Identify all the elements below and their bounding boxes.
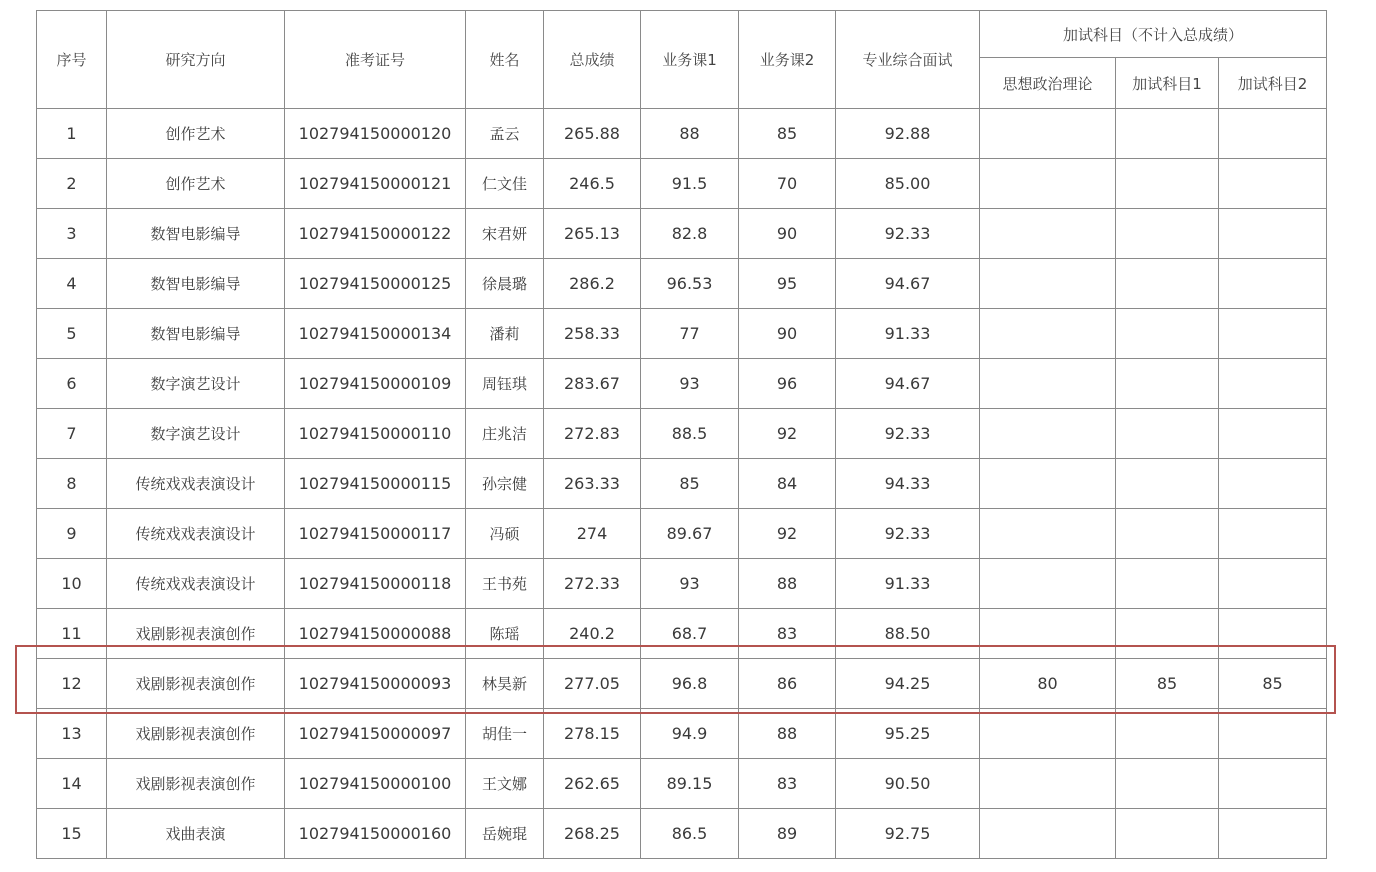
cell-seq: 11 <box>37 609 107 659</box>
table-row <box>37 809 1327 859</box>
cell-exam-id: 102794150000097 <box>285 709 466 759</box>
cell-name: 岳婉琨 <box>466 809 544 859</box>
cell-interview: 92.33 <box>836 209 980 259</box>
cell-exam-id: 102794150000117 <box>285 509 466 559</box>
cell-direction: 戏剧影视表演创作 <box>107 759 285 809</box>
cell-seq: 7 <box>37 409 107 459</box>
cell-extra-politics <box>980 109 1116 159</box>
header-total: 总成绩 <box>544 11 641 109</box>
header-course1: 业务课1 <box>641 11 739 109</box>
cell-extra2 <box>1219 709 1327 759</box>
cell-interview: 91.33 <box>836 309 980 359</box>
cell-direction: 传统戏戏表演设计 <box>107 559 285 609</box>
cell-extra1 <box>1116 309 1219 359</box>
header-seq: 序号 <box>37 11 107 109</box>
cell-extra2 <box>1219 159 1327 209</box>
table-header <box>37 11 1327 109</box>
cell-course2: 83 <box>739 759 836 809</box>
cell-total: 277.05 <box>544 659 641 709</box>
cell-extra-politics <box>980 209 1116 259</box>
bottom-edge <box>36 866 1376 872</box>
cell-course1: 68.7 <box>641 609 739 659</box>
score-sheet <box>36 10 1326 859</box>
cell-extra2 <box>1219 559 1327 609</box>
table-row <box>37 609 1327 659</box>
cell-total: 272.83 <box>544 409 641 459</box>
cell-course2: 90 <box>739 209 836 259</box>
cell-course2: 85 <box>739 109 836 159</box>
header-extra-politics: 思想政治理论 <box>980 58 1116 109</box>
cell-name: 潘莉 <box>466 309 544 359</box>
cell-course2: 88 <box>739 709 836 759</box>
cell-total: 263.33 <box>544 459 641 509</box>
cell-total: 246.5 <box>544 159 641 209</box>
cell-course2: 86 <box>739 659 836 709</box>
cell-direction: 创作艺术 <box>107 159 285 209</box>
cell-exam-id: 102794150000122 <box>285 209 466 259</box>
cell-course1: 93 <box>641 559 739 609</box>
cell-interview: 88.50 <box>836 609 980 659</box>
cell-total: 286.2 <box>544 259 641 309</box>
cell-seq: 12 <box>37 659 107 709</box>
cell-course2: 95 <box>739 259 836 309</box>
cell-extra2 <box>1219 459 1327 509</box>
table-row <box>37 109 1327 159</box>
cell-extra2 <box>1219 509 1327 559</box>
cell-name: 孟云 <box>466 109 544 159</box>
cell-name: 胡佳一 <box>466 709 544 759</box>
table-row <box>37 409 1327 459</box>
cell-direction: 数智电影编导 <box>107 209 285 259</box>
cell-total: 258.33 <box>544 309 641 359</box>
cell-course2: 70 <box>739 159 836 209</box>
cell-extra-politics <box>980 359 1116 409</box>
cell-exam-id: 102794150000160 <box>285 809 466 859</box>
cell-extra1 <box>1116 759 1219 809</box>
cell-name: 仁文佳 <box>466 159 544 209</box>
cell-course1: 89.67 <box>641 509 739 559</box>
cell-total: 265.13 <box>544 209 641 259</box>
cell-total: 265.88 <box>544 109 641 159</box>
cell-total: 262.65 <box>544 759 641 809</box>
header-exam-id: 准考证号 <box>285 11 466 109</box>
cell-name: 陈瑶 <box>466 609 544 659</box>
cell-course1: 93 <box>641 359 739 409</box>
cell-extra-politics <box>980 509 1116 559</box>
cell-direction: 数智电影编导 <box>107 309 285 359</box>
cell-extra-politics <box>980 309 1116 359</box>
cell-exam-id: 102794150000100 <box>285 759 466 809</box>
cell-course2: 88 <box>739 559 836 609</box>
cell-interview: 95.25 <box>836 709 980 759</box>
cell-direction: 传统戏戏表演设计 <box>107 509 285 559</box>
cell-extra-politics <box>980 259 1116 309</box>
cell-course2: 89 <box>739 809 836 859</box>
header-extra1: 加试科目1 <box>1116 58 1219 109</box>
cell-extra1 <box>1116 209 1219 259</box>
cell-course1: 96.53 <box>641 259 739 309</box>
cell-direction: 戏剧影视表演创作 <box>107 609 285 659</box>
table-body <box>37 109 1327 859</box>
cell-extra2 <box>1219 359 1327 409</box>
cell-exam-id: 102794150000110 <box>285 409 466 459</box>
table-row <box>37 709 1327 759</box>
cell-course1: 85 <box>641 459 739 509</box>
cell-direction: 创作艺术 <box>107 109 285 159</box>
cell-course2: 92 <box>739 509 836 559</box>
cell-extra1 <box>1116 809 1219 859</box>
cell-seq: 13 <box>37 709 107 759</box>
cell-course2: 90 <box>739 309 836 359</box>
cell-name: 王文娜 <box>466 759 544 809</box>
cell-direction: 数字演艺设计 <box>107 409 285 459</box>
cell-exam-id: 102794150000109 <box>285 359 466 409</box>
cell-extra1 <box>1116 109 1219 159</box>
cell-extra1 <box>1116 709 1219 759</box>
cell-course1: 88 <box>641 109 739 159</box>
cell-interview: 94.67 <box>836 359 980 409</box>
cell-direction: 传统戏戏表演设计 <box>107 459 285 509</box>
cell-exam-id: 102794150000115 <box>285 459 466 509</box>
cell-exam-id: 102794150000118 <box>285 559 466 609</box>
cell-name: 周钰琪 <box>466 359 544 409</box>
cell-interview: 92.33 <box>836 409 980 459</box>
cell-interview: 91.33 <box>836 559 980 609</box>
cell-direction: 数字演艺设计 <box>107 359 285 409</box>
cell-name: 庄兆洁 <box>466 409 544 459</box>
cell-course1: 96.8 <box>641 659 739 709</box>
cell-interview: 92.33 <box>836 509 980 559</box>
cell-course2: 84 <box>739 459 836 509</box>
header-name: 姓名 <box>466 11 544 109</box>
cell-interview: 94.33 <box>836 459 980 509</box>
cell-extra1 <box>1116 259 1219 309</box>
cell-extra-politics: 80 <box>980 659 1116 709</box>
cell-course2: 92 <box>739 409 836 459</box>
cell-name: 徐晨璐 <box>466 259 544 309</box>
cell-seq: 2 <box>37 159 107 209</box>
cell-exam-id: 102794150000088 <box>285 609 466 659</box>
cell-interview: 94.67 <box>836 259 980 309</box>
cell-extra1 <box>1116 409 1219 459</box>
cell-course1: 86.5 <box>641 809 739 859</box>
cell-extra-politics <box>980 459 1116 509</box>
cell-seq: 14 <box>37 759 107 809</box>
cell-extra1: 85 <box>1116 659 1219 709</box>
cell-extra2 <box>1219 209 1327 259</box>
cell-exam-id: 102794150000121 <box>285 159 466 209</box>
score-table <box>36 10 1327 859</box>
header-extra-group: 加试科目（不计入总成绩） <box>980 11 1327 58</box>
cell-extra-politics <box>980 559 1116 609</box>
cell-extra2 <box>1219 309 1327 359</box>
cell-course2: 96 <box>739 359 836 409</box>
cell-extra2 <box>1219 259 1327 309</box>
cell-seq: 8 <box>37 459 107 509</box>
cell-interview: 90.50 <box>836 759 980 809</box>
cell-total: 272.33 <box>544 559 641 609</box>
cell-exam-id: 102794150000134 <box>285 309 466 359</box>
header-course2: 业务课2 <box>739 11 836 109</box>
cell-name: 林昊新 <box>466 659 544 709</box>
cell-extra1 <box>1116 359 1219 409</box>
cell-seq: 6 <box>37 359 107 409</box>
cell-course1: 91.5 <box>641 159 739 209</box>
cell-interview: 92.88 <box>836 109 980 159</box>
cell-direction: 数智电影编导 <box>107 259 285 309</box>
cell-exam-id: 102794150000093 <box>285 659 466 709</box>
table-row <box>37 459 1327 509</box>
table-row <box>37 309 1327 359</box>
cell-interview: 94.25 <box>836 659 980 709</box>
cell-extra-politics <box>980 159 1116 209</box>
table-row <box>37 559 1327 609</box>
table-row <box>37 359 1327 409</box>
cell-seq: 15 <box>37 809 107 859</box>
table-row <box>37 759 1327 809</box>
cell-extra2 <box>1219 109 1327 159</box>
cell-seq: 1 <box>37 109 107 159</box>
cell-seq: 4 <box>37 259 107 309</box>
cell-extra-politics <box>980 759 1116 809</box>
table-row <box>37 509 1327 559</box>
cell-interview: 92.75 <box>836 809 980 859</box>
cell-interview: 85.00 <box>836 159 980 209</box>
cell-extra-politics <box>980 809 1116 859</box>
cell-extra1 <box>1116 159 1219 209</box>
cell-total: 274 <box>544 509 641 559</box>
header-interview: 专业综合面试 <box>836 11 980 109</box>
cell-name: 宋君妍 <box>466 209 544 259</box>
cell-exam-id: 102794150000125 <box>285 259 466 309</box>
cell-direction: 戏曲表演 <box>107 809 285 859</box>
cell-total: 240.2 <box>544 609 641 659</box>
cell-extra1 <box>1116 609 1219 659</box>
header-direction: 研究方向 <box>107 11 285 109</box>
cell-extra2 <box>1219 809 1327 859</box>
table-row <box>37 209 1327 259</box>
cell-direction: 戏剧影视表演创作 <box>107 659 285 709</box>
cell-name: 孙宗健 <box>466 459 544 509</box>
cell-name: 冯硕 <box>466 509 544 559</box>
cell-seq: 3 <box>37 209 107 259</box>
cell-exam-id: 102794150000120 <box>285 109 466 159</box>
cell-total: 278.15 <box>544 709 641 759</box>
cell-seq: 5 <box>37 309 107 359</box>
cell-course1: 77 <box>641 309 739 359</box>
table-row <box>37 259 1327 309</box>
cell-seq: 10 <box>37 559 107 609</box>
cell-extra-politics <box>980 409 1116 459</box>
cell-course2: 83 <box>739 609 836 659</box>
cell-total: 283.67 <box>544 359 641 409</box>
cell-extra2 <box>1219 759 1327 809</box>
cell-extra2 <box>1219 409 1327 459</box>
cell-extra1 <box>1116 559 1219 609</box>
cell-course1: 94.9 <box>641 709 739 759</box>
cell-extra1 <box>1116 509 1219 559</box>
cell-extra2 <box>1219 609 1327 659</box>
cell-course1: 82.8 <box>641 209 739 259</box>
table-row <box>37 159 1327 209</box>
table-row <box>37 659 1327 709</box>
cell-total: 268.25 <box>544 809 641 859</box>
cell-course1: 89.15 <box>641 759 739 809</box>
cell-extra-politics <box>980 609 1116 659</box>
cell-seq: 9 <box>37 509 107 559</box>
cell-extra2: 85 <box>1219 659 1327 709</box>
cell-course1: 88.5 <box>641 409 739 459</box>
header-extra2: 加试科目2 <box>1219 58 1327 109</box>
cell-extra-politics <box>980 709 1116 759</box>
cell-direction: 戏剧影视表演创作 <box>107 709 285 759</box>
cell-extra1 <box>1116 459 1219 509</box>
cell-name: 王书苑 <box>466 559 544 609</box>
